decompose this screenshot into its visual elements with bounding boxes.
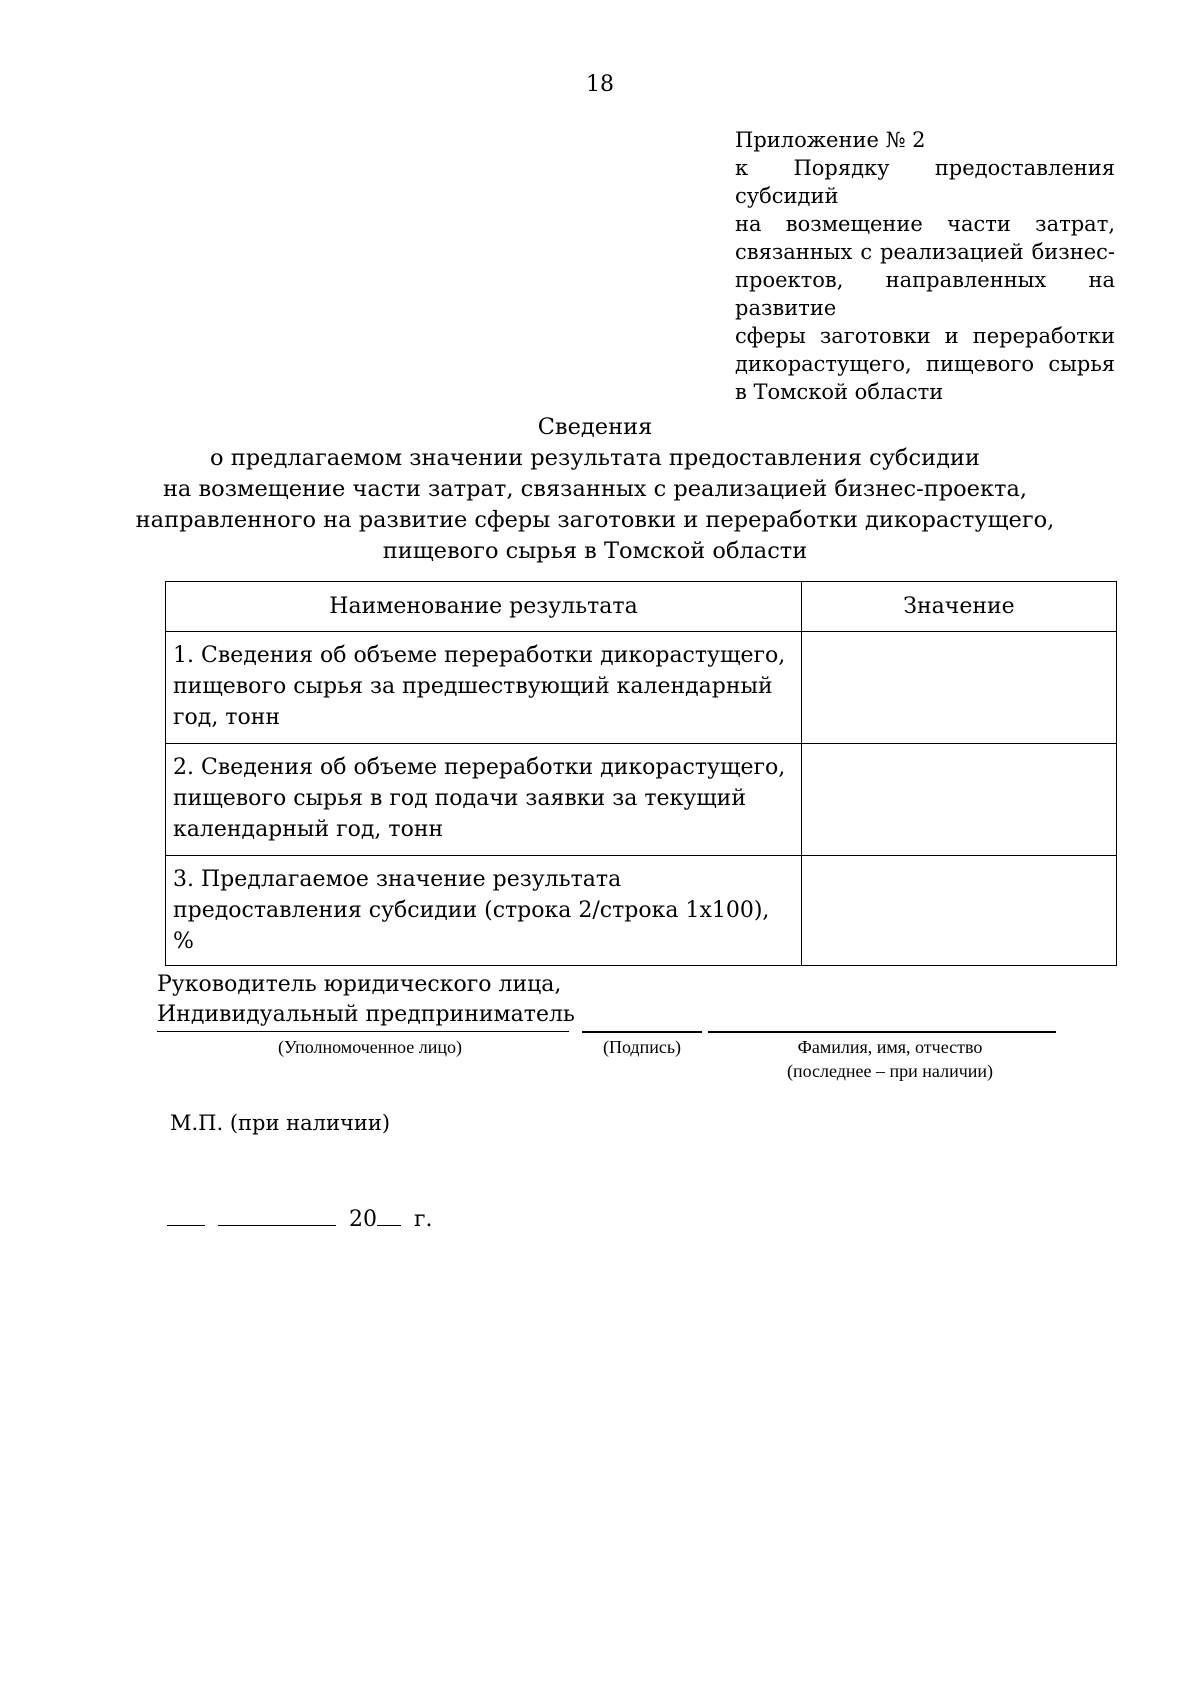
title-line: направленного на развитие сферы заготовки и переработки дикорастущего, <box>135 507 1055 533</box>
value-cell[interactable] <box>802 744 1117 856</box>
signature-line[interactable] <box>582 1031 702 1033</box>
document-title <box>0 412 1190 567</box>
table-row <box>166 632 1117 744</box>
caption-authorized-person: (Уполномоченное лицо) <box>277 1037 462 1057</box>
table-row <box>166 856 1117 966</box>
date-month-blank[interactable] <box>218 1203 336 1226</box>
signature-position-line2: Индивидуальный предприниматель <box>157 1002 575 1027</box>
date-day-blank[interactable] <box>167 1203 205 1226</box>
date-year-blank[interactable] <box>377 1203 401 1226</box>
title-line: на возмещение части затрат, связанных с реализацией бизнес-проекта, <box>162 476 1028 502</box>
authorized-person-line <box>157 1031 569 1032</box>
result-name-cell: 1. Сведения об объеме переработки дикорастущего, пищевого сырья за предшествующий календарный год, тонн <box>166 632 802 744</box>
results-table <box>165 581 1117 966</box>
signature-position-line1: Руководитель юридического лица, <box>157 972 562 997</box>
title-heading: Сведения <box>537 414 653 440</box>
appendix-line: к Порядку предоставления субсидий <box>735 156 1115 208</box>
signature-block <box>157 970 575 1030</box>
table-header-row <box>166 582 1117 632</box>
value-cell[interactable] <box>802 856 1117 966</box>
result-name-cell: 2. Сведения об объеме переработки дикорастущего, пищевого сырья в год подачи заявки за текущий календарный год, тонн <box>166 744 802 856</box>
date-suffix: г. <box>414 1207 433 1232</box>
caption-full-name-text: Фамилия, имя, отчество <box>797 1037 983 1057</box>
caption-full-name <box>720 1035 1060 1083</box>
appendix-line: дикорастущего, пищевого сырья <box>735 352 1115 376</box>
full-name-line[interactable] <box>708 1031 1056 1033</box>
header-value: Значение <box>802 582 1117 632</box>
caption-full-name-note: (последнее – при наличии) <box>786 1061 994 1081</box>
appendix-line: связанных с реализацией бизнес- <box>735 240 1115 264</box>
header-result-name: Наименование результата <box>166 582 802 632</box>
appendix-line: проектов, направленных на развитие <box>735 268 1115 320</box>
stamp-place: М.П. (при наличии) <box>170 1111 391 1135</box>
caption-signature: (Подпись) <box>602 1037 682 1057</box>
appendix-line: на возмещение части затрат, <box>735 212 1115 236</box>
appendix-block <box>735 126 1115 406</box>
value-cell[interactable] <box>802 632 1117 744</box>
title-line: пищевого сырья в Томской области <box>382 538 808 564</box>
appendix-line: сферы заготовки и переработки <box>735 324 1115 348</box>
appendix-line: в Томской области <box>735 380 944 404</box>
page-number: 18 <box>586 72 614 97</box>
result-name-cell: 3. Предлагаемое значение результата предоставления субсидии (строка 2/строка 1х100), % <box>166 856 802 966</box>
appendix-title: Приложение № 2 <box>735 128 926 152</box>
date-line <box>167 1203 433 1232</box>
title-line: о предлагаемом значении результата предоставления субсидии <box>210 445 980 471</box>
table-row <box>166 744 1117 856</box>
date-year-prefix: 20 <box>349 1207 377 1232</box>
